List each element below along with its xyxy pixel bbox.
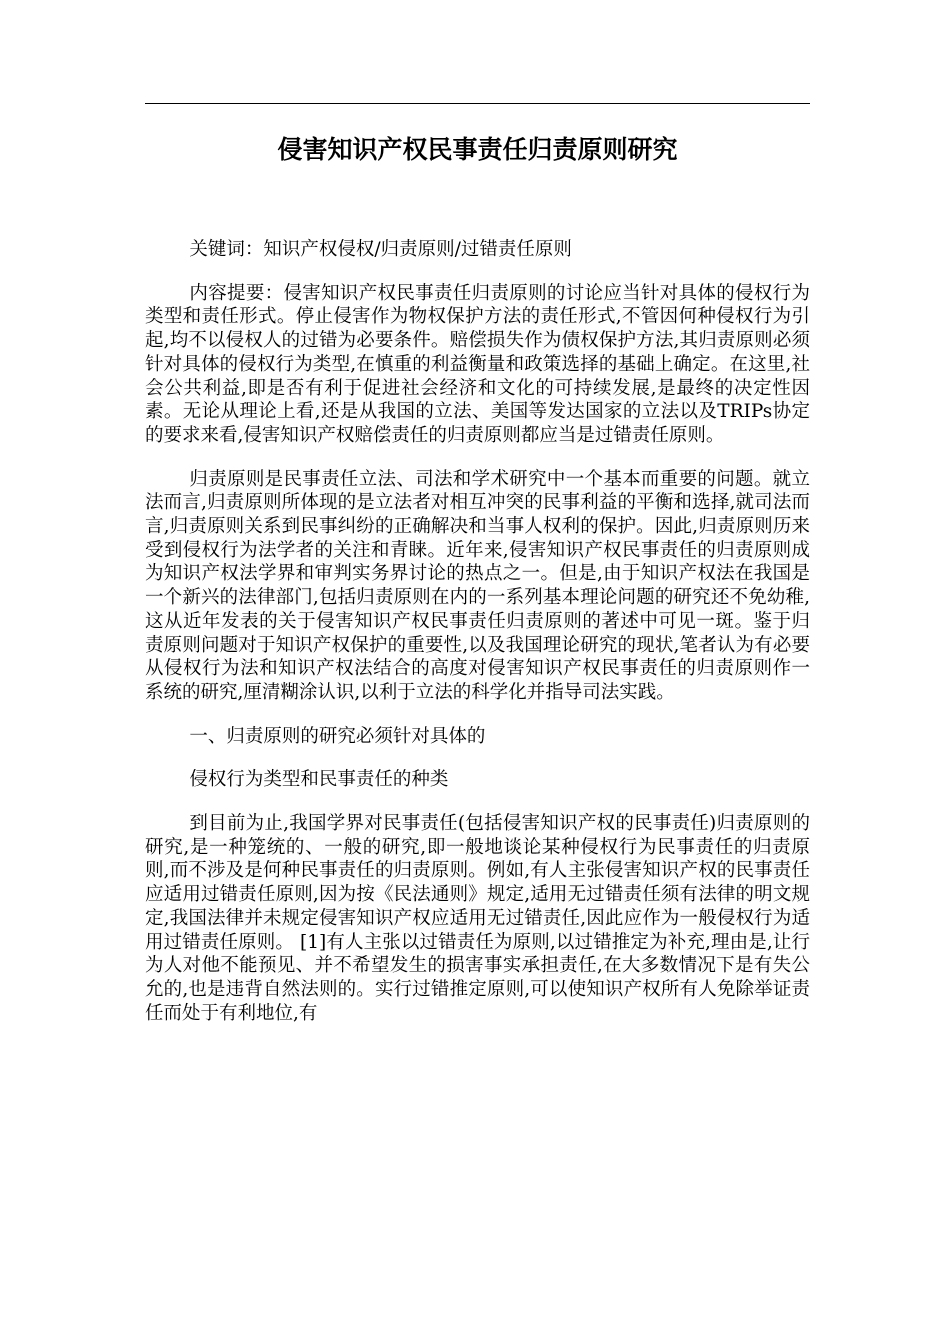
keywords-line: 关键词：知识产权侵权/归责原则/过错责任原则 <box>189 239 572 260</box>
document-title: 侵害知识产权民事责任归责原则研究 <box>277 135 678 164</box>
document-body <box>145 238 810 1045</box>
intro-paragraph: 归责原则是民事责任立法、司法和学术研究中一个基本而重要的问题。就立法而言,归责原则所体现的是立法者对相互冲突的民事利益的平衡和选择,就司法而言,归责原则关系到民事纠纷的正确解决和当事人权利的保护。因此,归责原则历来受到侵权行为法学者的关注和青睐。近年来,侵害知识产权民事责任的归责原则成为知识产权法学界和审判实务界讨论的热点之一。但是,由于知识产权法在我国是一个新兴的法律部门,包括归责原则在内的一系列基本理论问题的研究还不免幼稚,这从近年发表的关于侵害知识产权民事责任归责原则的著述中可见一斑。鉴于归责原则问题对于知识产权保护的重要性,以及我国理论研究的现状,笔者认为有必要从侵权行为法和知识产权法结合的高度对侵害知识产权民事责任的归责原则作一系统的研究,厘清糊涂认识,以利于立法的科学化并指导司法实践。 <box>145 468 810 703</box>
section-heading-line-1: 一、归责原则的研究必须针对具体的 <box>189 725 486 747</box>
abstract-paragraph: 内容提要：侵害知识产权民事责任归责原则的讨论应当针对具体的侵权行为类型和责任形式。停止侵害作为物权保护方法的责任形式,不管因何种侵权行为引起,均不以侵权人的过错为必要条件。赔偿损失作为债权保护方法,其归责原则必须针对具体的侵权行为类型,在慎重的利益衡量和政策选择的基础上确定。在这里,社会公共利益,即是否有利于促进社会经济和文化的可持续发展,是最终的决定性因素。无论从理论上看,还是从我国的立法、美国等发达国家的立法以及TRIPs协定的要求来看,侵害知识产权赔偿责任的归责原则都应当是过错责任原则。 <box>145 282 810 446</box>
section-heading-line-2: 侵权行为类型和民事责任的种类 <box>189 769 449 791</box>
section-paragraph: 到目前为止,我国学界对民事责任(包括侵害知识产权的民事责任)归责原则的研究,是一种笼统的、一般的研究,即一般地谈论某种侵权行为民事责任的归责原则,而不涉及是何种民事责任的归责原则。例如,有人主张侵害知识产权的民事责任应适用过错责任原则,因为按《民法通则》规定,适用无过错责任须有法律的明文规定,我国法律并未规定侵害知识产权应适用无过错责任,因此应作为一般侵权行为适用过错责任原则。 [1]有人主张以过错责任为原则,以过错推定为补充,理由是,让行为人对他不能预见、并不希望发生的损害事实承担责任,在大多数情况下是有失公允的,也是违背自然法则的。实行过错推定原则,可以使知识产权所有人免除举证责任而处于有利地位,有 <box>145 813 810 1024</box>
header-rule <box>145 103 810 104</box>
